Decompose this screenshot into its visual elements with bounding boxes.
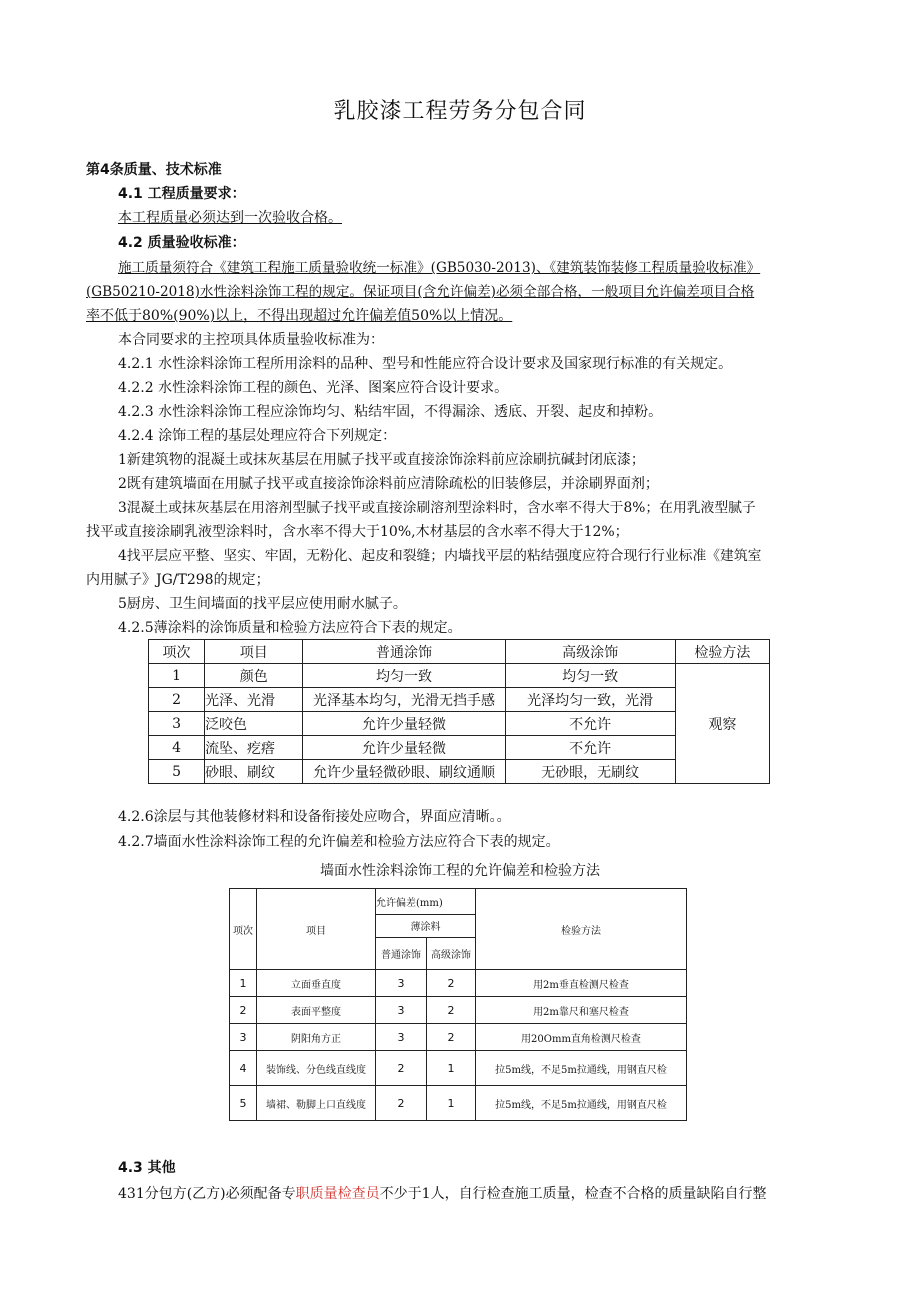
- clause-4-2-line-3: 率不低于80%(90%)以上，不得出现超过允许偏差值50%以上情况。: [86, 308, 513, 324]
- table-cell: 允许少量轻微砂眼、刷纹通顺: [303, 760, 505, 784]
- table-header-row: [149, 640, 770, 664]
- clause-4-1-heading: 4.1 工程质量要求：: [118, 186, 246, 202]
- table-cell: 无砂眼，无刷纹: [505, 760, 675, 784]
- table-cell: 4: [230, 1051, 257, 1086]
- section-heading: 第4条质量、技术标准: [86, 162, 222, 178]
- clause-4-2-heading: 4.2 质量验收标准：: [118, 235, 246, 251]
- clause-4-3-1: [118, 1184, 767, 1204]
- table-cell: 墙裙、勒脚上口直线度: [257, 1086, 376, 1121]
- table-cell: 3: [230, 1024, 257, 1051]
- table-cell: 允许少量轻微: [303, 736, 505, 760]
- clause-4-2-1: 4.2.1 水性涂料涂饰工程所用涂料的品种、型号和性能应符合设计要求及国家现行标准的有关规定。: [118, 356, 733, 372]
- table-cell: 立面垂直度: [257, 970, 376, 997]
- clause-4-2-line-4: 本合同要求的主控项具体质量验收标准为：: [118, 332, 384, 348]
- table-header-cell: 允许偏差(mm): [376, 889, 476, 915]
- clause-4-2-2: 4.2.2 水性涂料涂饰工程的颜色、光泽、图案应符合设计要求。: [118, 380, 509, 396]
- rule-2: 2既有建筑墙面在用腻子找平或直接涂饰涂料前应清除疏松的旧装修层，并涂刷界面剂；: [118, 476, 659, 492]
- table-header-cell: 检验方法: [476, 889, 687, 970]
- inspection-method-cell: 观察: [675, 664, 769, 784]
- table-cell: 光泽基本均匀，光滑无挡手感: [303, 688, 505, 712]
- clause-4-2-7: 4.2.7墙面水性涂料涂饰工程的允许偏差和检验方法应符合下表的规定。: [118, 834, 560, 850]
- table-cell: 2: [427, 1024, 476, 1051]
- table-header-cell: 薄涂料: [376, 914, 476, 938]
- table-cell: 4: [149, 736, 205, 760]
- table-caption: 墙面水性涂料涂饰工程的允许偏差和检验方法: [320, 863, 600, 879]
- clause-4-2-3: 4.2.3 水性涂料涂饰工程应涂饰均匀、粘结牢固，不得漏涂、透底、开裂、起皮和掉粉。: [118, 404, 663, 420]
- document-title: 乳胶漆工程劳务分包合同: [333, 99, 587, 124]
- table-cell: 2: [230, 997, 257, 1024]
- table-cell: 不允许: [505, 736, 675, 760]
- table-row: [230, 1024, 687, 1051]
- table-cell: 砂眼、刷纹: [205, 760, 303, 784]
- table-cell: 用2m垂直检测尺检查: [476, 970, 687, 997]
- table-cell: 3: [376, 997, 427, 1024]
- table-cell: 均匀一致: [505, 664, 675, 688]
- clause-4-2-5: 4.2.5薄涂料的涂饰质量和检验方法应符合下表的规定。: [118, 620, 462, 636]
- table-cell: 用20Omm直角检测尺检查: [476, 1024, 687, 1051]
- table-header-cell: 项目: [257, 889, 376, 970]
- table-row: [230, 970, 687, 997]
- table-cell: 2: [376, 1086, 427, 1121]
- table-cell: 2: [376, 1051, 427, 1086]
- clause-4-3-1-part-1: 431分包方(乙方)必须配备专: [118, 1186, 296, 1202]
- table-cell: 光泽均匀一致，光滑: [505, 688, 675, 712]
- table-cell: 表面平整度: [257, 997, 376, 1024]
- table-cell: 3: [376, 1024, 427, 1051]
- table-cell: 不允许: [505, 712, 675, 736]
- table-header-cell: 普通涂饰: [376, 938, 427, 970]
- clause-4-2-line-2: (GB50210-2018)水性涂料涂饰工程的规定。保证项目(含允许偏差)必须全部合格，一般项目允许偏差项目合格: [86, 284, 755, 300]
- rule-4-line-1: 4找平层应平整、坚实、牢固，无粉化、起皮和裂缝；内墙找平层的粘结强度应符合现行行业标准《建筑室: [118, 548, 762, 564]
- clause-4-1-text: 本工程质量必须达到一次验收合格。: [118, 210, 342, 226]
- table-header-cell: 项目: [205, 640, 303, 664]
- table-header-cell: 普通涂饰: [303, 640, 505, 664]
- table-row: [230, 997, 687, 1024]
- table-cell: 3: [149, 712, 205, 736]
- rule-4-line-2: 内用腻子》JG/T298的规定；: [86, 572, 270, 588]
- table-header-cell: 高级涂饰: [505, 640, 675, 664]
- table-cell: 拉5m线，不足5m拉通线，用钢直尺检: [476, 1086, 687, 1121]
- table-cell: 泛咬色: [205, 712, 303, 736]
- table-header-cell: 项次: [230, 889, 257, 970]
- table-header-cell: 检验方法: [675, 640, 769, 664]
- table-cell: 5: [149, 760, 205, 784]
- table-cell: 2: [427, 997, 476, 1024]
- table-cell: 1: [427, 1051, 476, 1086]
- deviation-table: [229, 888, 687, 1121]
- table-cell: 颜色: [205, 664, 303, 688]
- table-cell: 光泽、光滑: [205, 688, 303, 712]
- table-row: [230, 1051, 687, 1086]
- quality-inspector-highlight: 职质量检查员: [295, 1186, 380, 1202]
- table-row: [230, 1086, 687, 1121]
- table-cell: 1: [149, 664, 205, 688]
- clause-4-3-1-part-2: 不少于1人，自行检查施工质量，检查不合格的质量缺陷自行整: [379, 1186, 767, 1202]
- table-cell: 用2m靠尺和塞尺检查: [476, 997, 687, 1024]
- table-cell: 拉5m线，不足5m拉通线，用钢直尺检: [476, 1051, 687, 1086]
- table-cell: 3: [376, 970, 427, 997]
- rule-1: 1新建筑物的混凝土或抹灰基层在用腻子找平或直接涂饰涂料前应涂刷抗碱封闭底漆；: [118, 452, 645, 468]
- table-cell: 2: [427, 970, 476, 997]
- rule-3-line-1: 3混凝土或抹灰基层在用溶剂型腻子找平或直接涂刷溶剂型涂料时，含水率不得大于8%；在用乳液型腻子: [118, 500, 756, 516]
- table-cell: 装饰线、分色线直线度: [257, 1051, 376, 1086]
- coating-quality-table: [148, 639, 770, 784]
- table-cell: 5: [230, 1086, 257, 1121]
- clause-4-2-6: 4.2.6涂层与其他装修材料和设备衔接处应吻合，界面应清晰。。: [118, 809, 511, 825]
- table-cell: 允许少量轻微: [303, 712, 505, 736]
- table-cell: 1: [427, 1086, 476, 1121]
- table-cell: 流坠、疙瘩: [205, 736, 303, 760]
- clause-4-2-line-1: 施工质量须符合《建筑工程施工质量验收统一标准》(GB5030-2013)、《建筑装饰装修工程质量验收标准》: [118, 260, 761, 276]
- table-header-row: [230, 889, 687, 915]
- table-header-cell: 高级涂饰: [427, 938, 476, 970]
- clause-4-2-4: 4.2.4 涂饰工程的基层处理应符合下列规定：: [118, 428, 397, 444]
- table-cell: 2: [149, 688, 205, 712]
- clause-4-3-heading: 4.3 其他: [118, 1160, 176, 1176]
- table-row: [149, 664, 770, 688]
- table-cell: 1: [230, 970, 257, 997]
- table-cell: 均匀一致: [303, 664, 505, 688]
- rule-3-line-2: 找平或直接涂刷乳液型涂料时，含水率不得大于10%,木材基层的含水率不得大于12%；: [86, 524, 629, 540]
- table-header-cell: 项次: [149, 640, 205, 664]
- rule-5: 5厨房、卫生间墙面的找平层应使用耐水腻子。: [118, 596, 407, 612]
- table-cell: 阴阳角方正: [257, 1024, 376, 1051]
